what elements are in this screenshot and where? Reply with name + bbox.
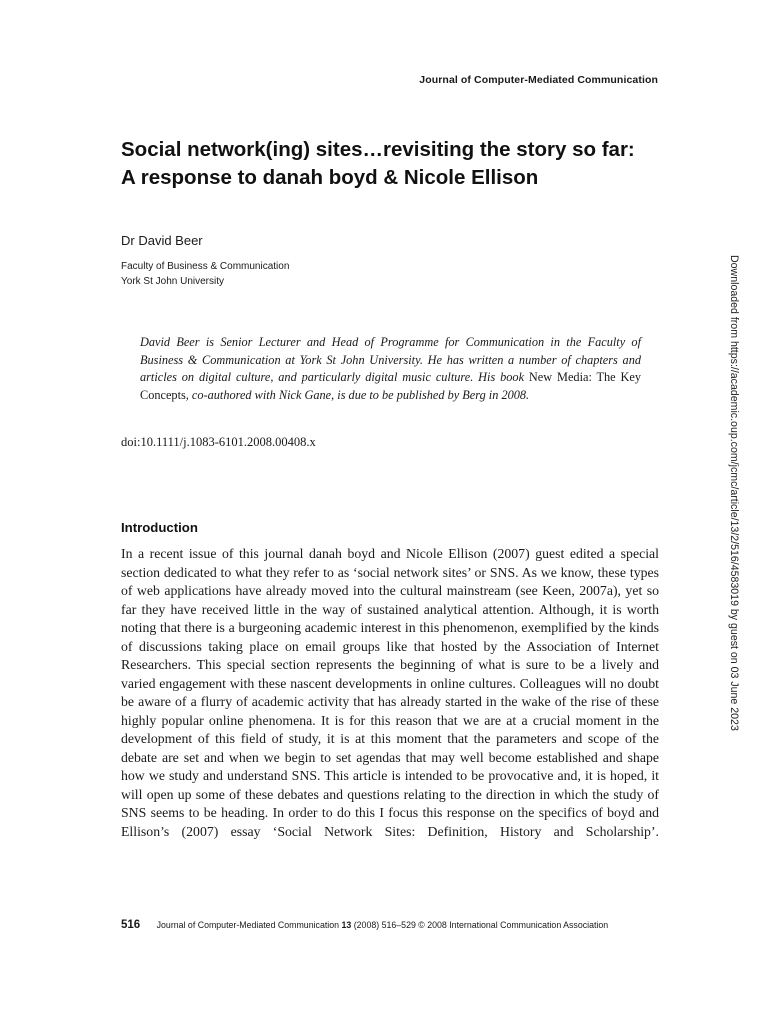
author-affiliation <box>121 259 289 289</box>
download-notice: Downloaded from https://academic.oup.com/jcmc/article/13/2/516/4583019 by guest on 03 June 2023 <box>728 255 740 731</box>
affiliation-line-university: York St John University <box>121 276 225 287</box>
page-number: 516 <box>121 919 141 931</box>
author-bio <box>140 334 641 404</box>
author-name: Dr David Beer <box>121 233 203 248</box>
article-title: Social network(ing) sites…revisiting the story so far: A response to danah boyd & Nicole Ellison <box>121 138 635 189</box>
page-footer <box>121 919 659 931</box>
section-heading-introduction: Introduction <box>121 520 198 535</box>
doi-link[interactable]: doi:10.1111/j.1083-6101.2008.00408.x <box>121 435 316 449</box>
bio-book-title: New Media: The Key Concepts <box>140 370 642 402</box>
running-head: Journal of Computer-Mediated Communication <box>419 74 658 86</box>
footer-details: (2008) 516–529 © 2008 International Communication Association <box>353 920 609 930</box>
affiliation-line-faculty: Faculty of Business & Communication <box>121 261 290 272</box>
introduction-paragraph: In a recent issue of this journal danah boyd and Nicole Ellison (2007) guest edited a special section dedicated to what they refer to as ‘social network sites’ or SNS. As we know, these types of web applications have already moved into the cultural mainstream (see Keen, 2007a), yet so far they have received little in the way of sustained analytical attention. Although, it is worth noting that there is a burgeoning academic interest in this phenomenon, exemplified by the kinds of discussions taking place on email groups like that hosted by the Association of Internet Researchers. This special section represents the beginning of what is sure to be a lively and varied engagement with these nascent developments in online cultures. Colleagues will no doubt be aware of a flurry of academic activity that has already started in the wake of the rise of these highly popular online phenomena. It is for this reason that we are at a crucial moment in the development of this field of study, it is at this moment that the parameters and scope of the debate are set and when we begin to set agendas that may well become established and shape how we study and understand SNS. This article is intended to be provocative and, it is hoped, it will open up some of these debates and questions relating to the direction in which the study of SNS seems to be heading. In order to do this I focus this response on the specifics of boyd and Ellison’s (2007) essay ‘Social Network Sites: Definition, History and Scholarship’. <box>121 546 659 839</box>
footer-journal: Journal of Computer-Mediated Communication <box>156 920 340 930</box>
bio-text-start: David Beer is Senior Lecturer and Head of Programme for Communication in the Faculty of Business & Communication at York St John University. He has written a number of chapters and articles on digital culture, and particularly digital music culture. His book <box>140 335 641 385</box>
bio-text-end: , co-authored with Nick Gane, is due to be published by Berg in 2008. <box>185 387 530 402</box>
footer-volume: 13 <box>341 920 352 930</box>
